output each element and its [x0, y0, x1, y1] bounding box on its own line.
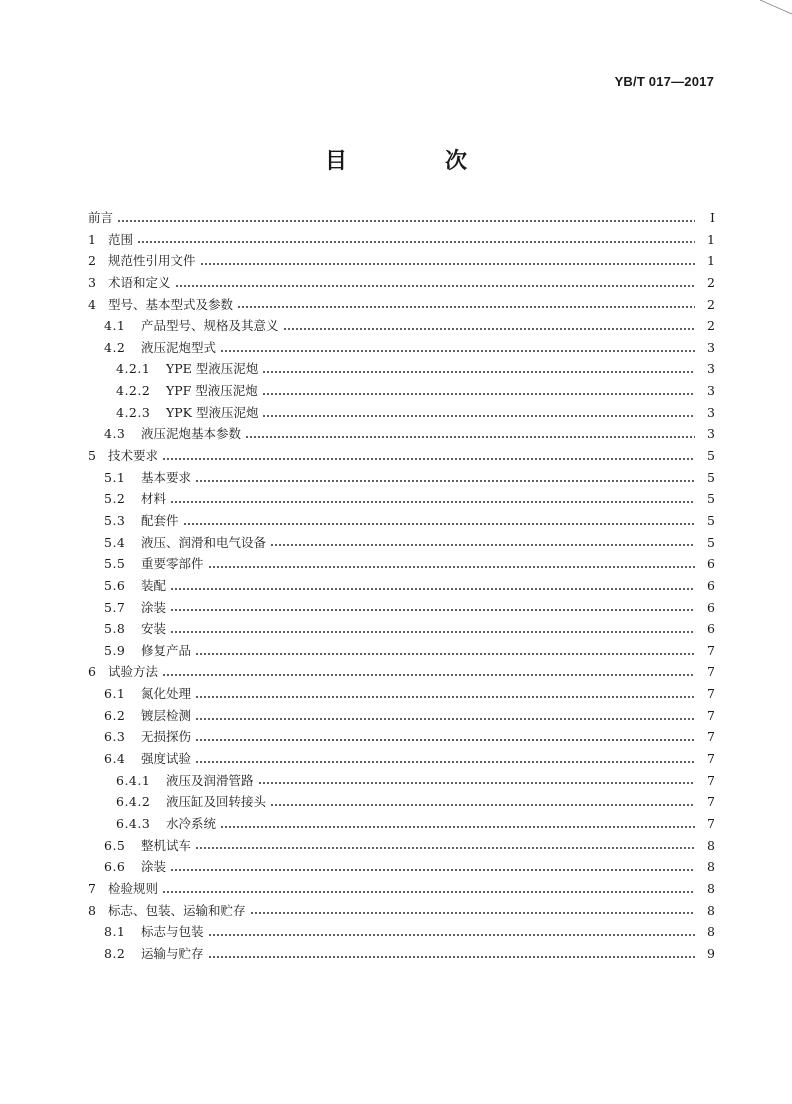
toc-entry[interactable] [88, 770, 715, 792]
toc-entry-page: 5 [707, 448, 715, 464]
toc-entry[interactable] [88, 661, 715, 683]
toc-entry-page: 5 [707, 512, 715, 528]
toc-entry[interactable] [88, 358, 715, 380]
toc-leader-dots [170, 609, 695, 611]
toc-entry[interactable] [88, 683, 715, 705]
toc-entry[interactable] [88, 423, 715, 445]
standard-number: YB/T 017—2017 [614, 74, 714, 89]
toc-leader-dots [200, 263, 695, 265]
toc-entry-number: 6.5 [104, 837, 126, 853]
toc-entry-number: 4.2.3 [116, 404, 151, 420]
toc-entry[interactable] [88, 402, 715, 424]
toc-entry-number: 6.6 [104, 859, 126, 875]
toc-entry-title: 涂装 [141, 859, 167, 875]
toc-entry-number: 4.2.1 [116, 361, 151, 377]
toc-entry-title: 型号、基本型式及参数 [108, 296, 234, 312]
toc-entry-title: 强度试验 [141, 751, 192, 767]
toc-entry-page: 9 [707, 945, 715, 961]
toc-entry-title: 检验规则 [108, 880, 159, 896]
scan-corner-mark [760, 0, 792, 16]
toc-entry-page: 8 [707, 924, 715, 940]
toc-entry-number: 5.3 [104, 512, 126, 528]
toc-entry-title: 液压泥炮型式 [141, 339, 217, 355]
toc-entry[interactable] [88, 748, 715, 770]
toc-entry-number: 8 [88, 902, 97, 918]
toc-entry-page: 3 [707, 361, 715, 377]
toc-entry-title: 整机试车 [141, 837, 192, 853]
toc-leader-dots [117, 220, 695, 222]
toc-leader-dots [220, 826, 695, 828]
toc-entry-title: 涂装 [141, 599, 167, 615]
toc-entry-title: 装配 [141, 577, 167, 593]
toc-entry-page: 7 [707, 794, 715, 810]
toc-leader-dots [245, 436, 695, 438]
toc-entry[interactable] [88, 856, 715, 878]
toc-entry-number: 5 [88, 448, 97, 464]
toc-leader-dots [258, 782, 695, 784]
toc-entry-page: 5 [707, 469, 715, 485]
toc-entry-page: 7 [707, 772, 715, 788]
toc-entry-title: 规范性引用文件 [108, 253, 196, 269]
toc-entry-title: 标志与包装 [141, 924, 204, 940]
toc-leader-dots [262, 415, 695, 417]
toc-leader-dots [195, 761, 695, 763]
toc-entry-title: 试验方法 [108, 664, 159, 680]
toc-entry-number: 5.6 [104, 577, 126, 593]
toc-entry-number: 4.2 [104, 339, 126, 355]
toc-leader-dots [262, 393, 695, 395]
toc-leader-dots [195, 653, 695, 655]
toc-entry-page: 5 [707, 491, 715, 507]
toc-entry-number: 3 [88, 274, 97, 290]
toc-entry-page: 3 [707, 339, 715, 355]
toc-entry-title: 镀层检测 [141, 707, 192, 723]
toc-leader-dots [208, 934, 695, 936]
toc-entry-number: 5.7 [104, 599, 126, 615]
toc-entry-title: 液压、润滑和电气设备 [141, 534, 267, 550]
toc-entry[interactable] [88, 900, 715, 922]
toc-leader-dots [195, 739, 695, 741]
toc-entry-page: 6 [707, 556, 715, 572]
toc-entry[interactable] [88, 813, 715, 835]
toc-leader-dots [208, 566, 695, 568]
toc-entry[interactable] [88, 207, 715, 229]
toc-entry[interactable] [88, 380, 715, 402]
toc-entry[interactable] [88, 532, 715, 554]
toc-entry-page: 1 [707, 253, 715, 269]
toc-entry-number: 5.5 [104, 556, 126, 572]
toc-entry-page: 2 [707, 274, 715, 290]
toc-leader-dots [195, 847, 695, 849]
toc-leader-dots [195, 480, 695, 482]
toc-leader-dots [250, 912, 695, 914]
toc-entry[interactable] [88, 921, 715, 943]
toc-entry-page: 3 [707, 404, 715, 420]
toc-entry-title: 术语和定义 [108, 274, 171, 290]
toc-entry[interactable] [88, 250, 715, 272]
toc-leader-dots [183, 523, 695, 525]
toc-entry-number: 6.3 [104, 729, 126, 745]
toc-leader-dots [237, 306, 695, 308]
toc-leader-dots [162, 458, 695, 460]
toc-entry-number: 5.9 [104, 642, 126, 658]
toc-entry-title: 范围 [108, 231, 134, 247]
toc-entry-page: 6 [707, 621, 715, 637]
toc-entry-page: 7 [707, 729, 715, 745]
toc-entry-number: 5.8 [104, 621, 126, 637]
toc-leader-dots [175, 285, 695, 287]
toc-entry-page: 2 [707, 318, 715, 334]
table-of-contents [88, 207, 715, 964]
toc-entry-title: 重要零部件 [141, 556, 204, 572]
toc-entry-title: 前言 [88, 210, 114, 225]
toc-entry[interactable] [88, 272, 715, 294]
toc-entry-page: 8 [707, 837, 715, 853]
toc-entry-page: 6 [707, 599, 715, 615]
toc-leader-dots [170, 631, 695, 633]
toc-leader-dots [170, 869, 695, 871]
toc-entry[interactable] [88, 575, 715, 597]
toc-entry-page: 6 [707, 577, 715, 593]
toc-leader-dots [137, 241, 695, 243]
toc-leader-dots [195, 696, 695, 698]
toc-entry-title: 氮化处理 [141, 686, 192, 702]
toc-entry[interactable] [88, 705, 715, 727]
toc-entry-page: 8 [707, 880, 715, 896]
toc-entry[interactable] [88, 726, 715, 748]
toc-entry-title: YPK 型液压泥炮 [166, 404, 259, 420]
toc-entry[interactable] [88, 229, 715, 251]
toc-leader-dots [170, 588, 695, 590]
toc-entry-page: 3 [707, 426, 715, 442]
toc-entry-number: 4.2.2 [116, 383, 151, 399]
toc-entry-number: 4.3 [104, 426, 126, 442]
toc-leader-dots [262, 371, 695, 373]
toc-entry-number: 6.1 [104, 686, 126, 702]
toc-entry[interactable] [88, 835, 715, 857]
toc-leader-dots [270, 544, 695, 546]
toc-entry[interactable] [88, 943, 715, 965]
toc-title: 目 次 [324, 149, 505, 174]
toc-entry-title: YPE 型液压泥炮 [166, 361, 259, 377]
toc-entry[interactable] [88, 488, 715, 510]
toc-entry-page: 7 [707, 751, 715, 767]
toc-leader-dots [162, 891, 695, 893]
toc-entry-number: 6 [88, 664, 97, 680]
toc-entry[interactable] [88, 510, 715, 532]
toc-leader-dots [220, 350, 695, 352]
toc-entry-number: 4 [88, 296, 97, 312]
toc-entry-number: 5.1 [104, 469, 126, 485]
toc-entry-page: 7 [707, 642, 715, 658]
toc-leader-dots [283, 328, 695, 330]
toc-entry-title: 水冷系统 [166, 815, 217, 831]
toc-entry-number: 7 [88, 880, 97, 896]
toc-entry-title: 修复产品 [141, 642, 192, 658]
toc-entry[interactable] [88, 467, 715, 489]
toc-leader-dots [195, 718, 695, 720]
toc-entry[interactable] [88, 791, 715, 813]
toc-entry-title: 液压及润滑管路 [166, 772, 254, 788]
toc-leader-dots [170, 501, 695, 503]
toc-entry-number: 2 [88, 253, 97, 269]
toc-entry[interactable] [88, 878, 715, 900]
toc-entry-page: 3 [707, 383, 715, 399]
toc-entry[interactable] [88, 337, 715, 359]
toc-entry-number: 8.2 [104, 945, 126, 961]
toc-entry[interactable] [88, 597, 715, 619]
toc-entry-number: 4.1 [104, 318, 126, 334]
toc-entry-number: 6.4.2 [116, 794, 151, 810]
toc-entry-title: 材料 [141, 491, 167, 507]
toc-entry-page: Ⅰ [710, 210, 715, 225]
toc-entry-page: 7 [707, 686, 715, 702]
toc-entry-page: 8 [707, 902, 715, 918]
toc-entry[interactable] [88, 640, 715, 662]
toc-entry-number: 5.2 [104, 491, 126, 507]
toc-entry-title: YPF 型液压泥炮 [166, 383, 258, 399]
toc-entry-page: 7 [707, 664, 715, 680]
toc-entry-title: 安装 [141, 621, 167, 637]
toc-entry-title: 配套件 [141, 512, 179, 528]
toc-entry-number: 6.4.3 [116, 815, 151, 831]
toc-leader-dots [270, 804, 695, 806]
toc-entry-title: 无损探伤 [141, 729, 192, 745]
toc-entry[interactable] [88, 553, 715, 575]
toc-entry-page: 2 [707, 296, 715, 312]
toc-entry-number: 6.4.1 [116, 772, 151, 788]
toc-entry-page: 7 [707, 707, 715, 723]
toc-entry-page: 1 [707, 231, 715, 247]
toc-entry-number: 6.2 [104, 707, 126, 723]
toc-entry-page: 8 [707, 859, 715, 875]
toc-entry[interactable] [88, 618, 715, 640]
toc-entry-title: 标志、包装、运输和贮存 [108, 902, 246, 918]
toc-entry-title: 技术要求 [108, 448, 159, 464]
toc-entry[interactable] [88, 315, 715, 337]
toc-entry-number: 6.4 [104, 751, 126, 767]
toc-entry-page: 5 [707, 534, 715, 550]
toc-entry-page: 7 [707, 815, 715, 831]
toc-entry-number: 1 [88, 231, 97, 247]
toc-entry-number: 5.4 [104, 534, 126, 550]
toc-leader-dots [208, 956, 695, 958]
toc-entry-title: 运输与贮存 [141, 945, 204, 961]
toc-entry-title: 产品型号、规格及其意义 [141, 318, 279, 334]
toc-leader-dots [162, 674, 695, 676]
toc-entry[interactable] [88, 445, 715, 467]
toc-entry-title: 基本要求 [141, 469, 192, 485]
toc-entry[interactable] [88, 294, 715, 316]
toc-entry-title: 液压泥炮基本参数 [141, 426, 242, 442]
toc-entry-number: 8.1 [104, 924, 126, 940]
toc-entry-title: 液压缸及回转接头 [166, 794, 267, 810]
